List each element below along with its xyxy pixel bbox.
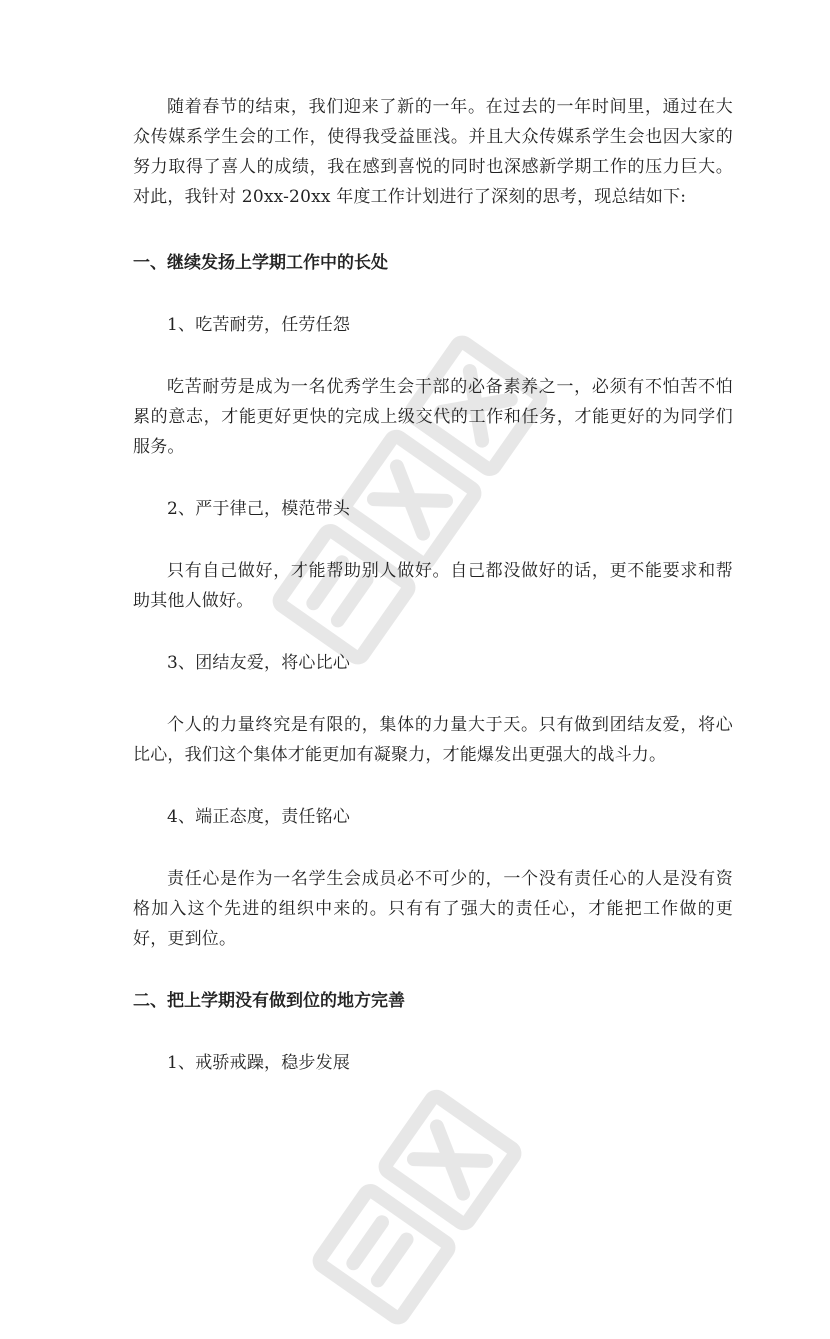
section-2-title: 二、把上学期没有做到位的地方完善 — [133, 991, 405, 1011]
item-2-heading: 2、严于律己，模范带头 — [167, 499, 351, 519]
intro-paragraph: 随着春节的结束，我们迎来了新的一年。在过去的一年时间里，通过在大众传媒系学生会的工作，使得我受益匪浅。并且大众传媒系学生会也因大家的努力取得了喜人的成绩，我在感到喜悦的同时也深感新学期工作的压力巨大。对此，我针对 20xx-20xx 年度工作计划进行了深刻的思考，现总结如下: — [133, 97, 733, 207]
item-4-body: 责任心是作为一名学生会成员必不可少的，一个没有责任心的人是没有资格加入这个先进的组织中来的。只有有了强大的责任心，才能把工作做的更好，更到位。 — [133, 869, 733, 949]
item-3-body: 个人的力量终究是有限的，集体的力量大于天。只有做到团结友爱，将心比心，我们这个集体才能更加有凝聚力，才能爆发出更强大的战斗力。 — [133, 715, 733, 765]
section-1-title: 一、继续发扬上学期工作中的长处 — [133, 253, 388, 273]
item-4-heading: 4、端正态度，责任铭心 — [167, 807, 351, 827]
document-body — [133, 92, 733, 1078]
item-3-heading: 3、团结友爱，将心比心 — [167, 653, 351, 673]
item-2-body: 只有自己做好，才能帮助别人做好。自己都没做好的话，更不能要求和帮助其他人做好。 — [133, 561, 733, 611]
item-1-heading: 1、吃苦耐劳，任劳任怨 — [167, 315, 351, 335]
item-1-body: 吃苦耐劳是成为一名优秀学生会干部的必备素养之一，必须有不怕苦不怕累的意志，才能更好更快的完成上级交代的工作和任务，才能更好的为同学们服务。 — [133, 377, 733, 457]
section-2-item-1-heading: 1、戒骄戒躁，稳步发展 — [167, 1053, 351, 1073]
